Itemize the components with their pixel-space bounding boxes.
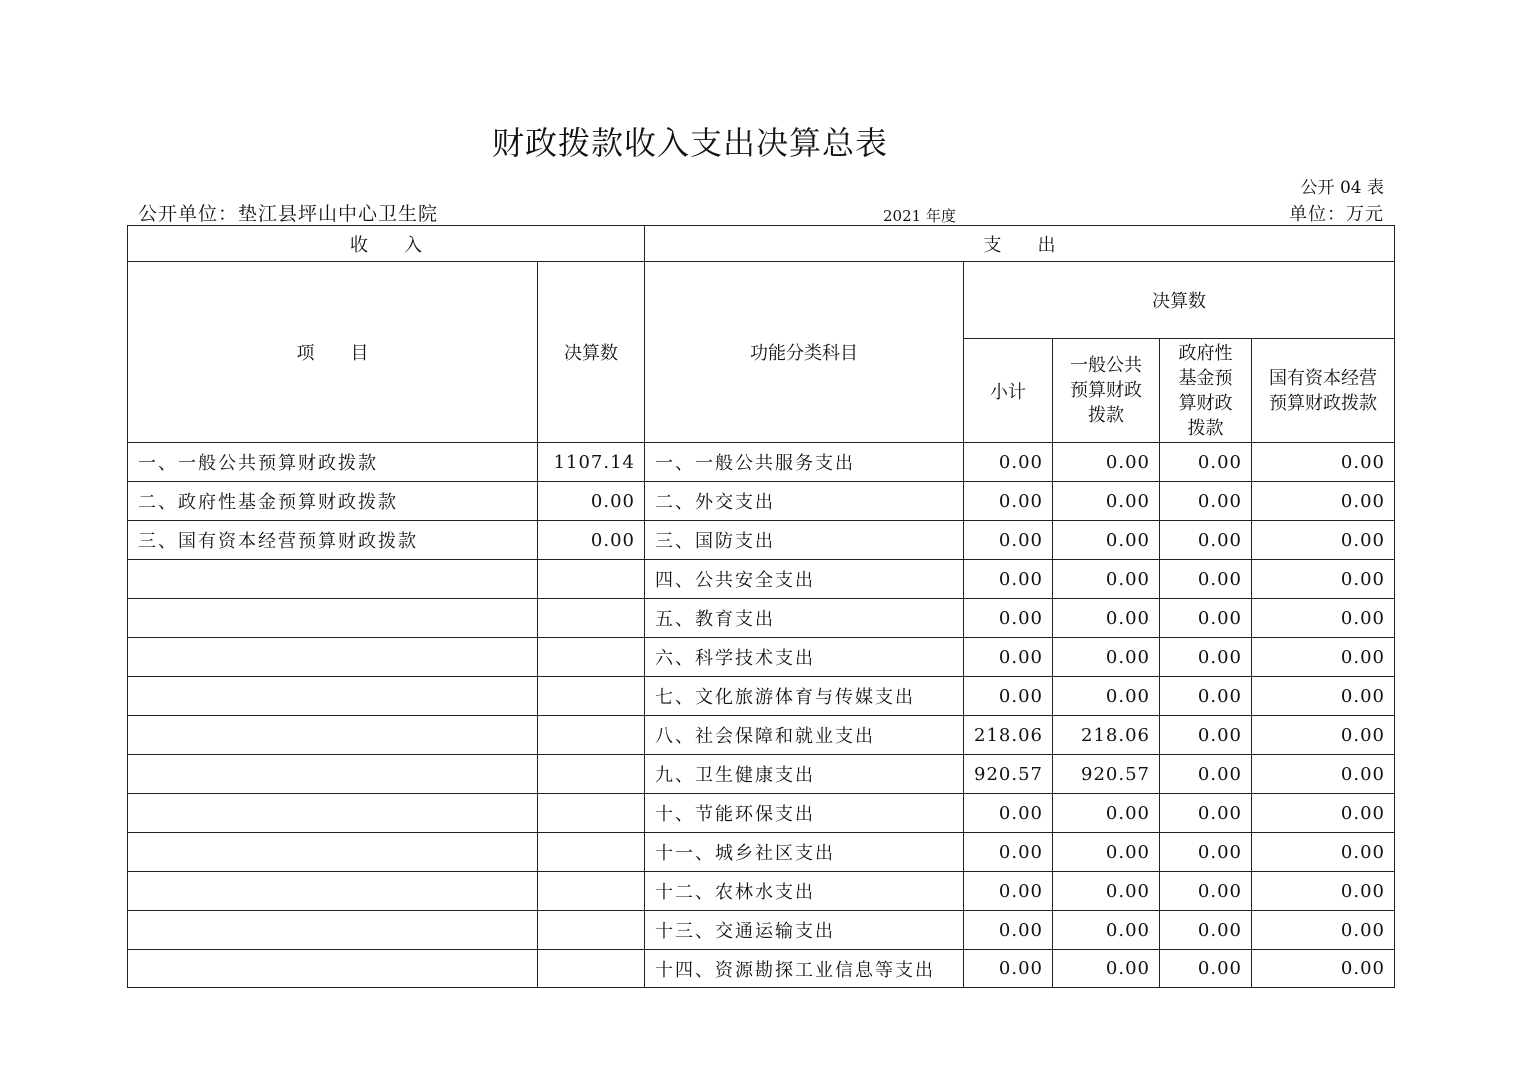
subtotal-cell: 0.00 xyxy=(964,521,1053,560)
func-category-cell: 四、公共安全支出 xyxy=(645,560,964,599)
income-amount-cell xyxy=(538,755,645,794)
state-capital-cell: 0.00 xyxy=(1252,521,1395,560)
gov-fund-cell: 0.00 xyxy=(1160,599,1252,638)
func-category-cell: 九、卫生健康支出 xyxy=(645,755,964,794)
func-category-cell: 六、科学技术支出 xyxy=(645,638,964,677)
table-row xyxy=(128,638,1395,677)
gov-fund-cell: 0.00 xyxy=(1160,755,1252,794)
state-capital-cell: 0.00 xyxy=(1252,560,1395,599)
general-budget-cell: 0.00 xyxy=(1053,872,1160,911)
func-category-header: 功能分类科目 xyxy=(645,262,964,443)
income-amount-cell xyxy=(538,833,645,872)
table-row xyxy=(128,755,1395,794)
gov-fund-cell: 0.00 xyxy=(1160,443,1252,482)
table-row xyxy=(128,950,1395,988)
income-amount-cell: 1107.14 xyxy=(538,443,645,482)
table-row xyxy=(128,794,1395,833)
subtotal-cell: 0.00 xyxy=(964,482,1053,521)
income-amount-cell: 0.00 xyxy=(538,521,645,560)
func-category-cell: 十四、资源勘探工业信息等支出 xyxy=(645,950,964,988)
table-row xyxy=(128,560,1395,599)
func-category-cell: 十一、城乡社区支出 xyxy=(645,833,964,872)
state-capital-cell: 0.00 xyxy=(1252,482,1395,521)
gov-fund-header: 政府性基金预算财政拨款 xyxy=(1160,339,1252,443)
income-amount-header: 决算数 xyxy=(538,262,645,443)
income-item-cell xyxy=(128,833,538,872)
general-budget-cell: 218.06 xyxy=(1053,716,1160,755)
general-budget-cell: 0.00 xyxy=(1053,638,1160,677)
state-capital-cell: 0.00 xyxy=(1252,872,1395,911)
header-row-1 xyxy=(128,226,1395,262)
gov-fund-cell: 0.00 xyxy=(1160,911,1252,950)
income-item-cell xyxy=(128,599,538,638)
income-item-cell xyxy=(128,716,538,755)
general-budget-cell: 0.00 xyxy=(1053,833,1160,872)
income-amount-cell xyxy=(538,638,645,677)
money-unit: 单位：万元 xyxy=(1289,204,1384,225)
general-budget-cell: 920.57 xyxy=(1053,755,1160,794)
income-item-cell xyxy=(128,755,538,794)
general-budget-cell: 0.00 xyxy=(1053,950,1160,988)
state-capital-header: 国有资本经营预算财政拨款 xyxy=(1252,339,1395,443)
income-amount-cell: 0.00 xyxy=(538,482,645,521)
settlement-header: 决算数 xyxy=(964,262,1395,339)
subtotal-cell: 0.00 xyxy=(964,599,1053,638)
state-capital-cell: 0.00 xyxy=(1252,677,1395,716)
gov-fund-cell: 0.00 xyxy=(1160,521,1252,560)
func-category-cell: 三、国防支出 xyxy=(645,521,964,560)
general-budget-cell: 0.00 xyxy=(1053,521,1160,560)
gov-fund-cell: 0.00 xyxy=(1160,872,1252,911)
subtotal-cell: 0.00 xyxy=(964,950,1053,988)
income-item-cell xyxy=(128,950,538,988)
general-budget-cell: 0.00 xyxy=(1053,482,1160,521)
gov-fund-cell: 0.00 xyxy=(1160,560,1252,599)
gov-fund-cell: 0.00 xyxy=(1160,950,1252,988)
state-capital-cell: 0.00 xyxy=(1252,443,1395,482)
income-item-cell xyxy=(128,677,538,716)
general-budget-header: 一般公共预算财政拨款 xyxy=(1053,339,1160,443)
func-category-cell: 二、外交支出 xyxy=(645,482,964,521)
income-amount-cell xyxy=(538,560,645,599)
gov-fund-cell: 0.00 xyxy=(1160,482,1252,521)
general-budget-cell: 0.00 xyxy=(1053,443,1160,482)
table-row xyxy=(128,716,1395,755)
subtotal-cell: 0.00 xyxy=(964,560,1053,599)
income-amount-cell xyxy=(538,599,645,638)
table-row xyxy=(128,677,1395,716)
item-header: 项 目 xyxy=(128,262,538,443)
general-budget-cell: 0.00 xyxy=(1053,677,1160,716)
func-category-cell: 一、一般公共服务支出 xyxy=(645,443,964,482)
table-row xyxy=(128,482,1395,521)
income-item-cell xyxy=(128,911,538,950)
income-item-cell: 二、政府性基金预算财政拨款 xyxy=(128,482,538,521)
income-header: 收 入 xyxy=(128,226,645,262)
income-amount-cell xyxy=(538,794,645,833)
subtotal-cell: 0.00 xyxy=(964,443,1053,482)
income-item-cell: 一、一般公共预算财政拨款 xyxy=(128,443,538,482)
subtotal-cell: 0.00 xyxy=(964,872,1053,911)
subtotal-cell: 218.06 xyxy=(964,716,1053,755)
table-row xyxy=(128,833,1395,872)
table-row xyxy=(128,911,1395,950)
general-budget-cell: 0.00 xyxy=(1053,560,1160,599)
header-row-2 xyxy=(128,262,1395,339)
func-category-cell: 八、社会保障和就业支出 xyxy=(645,716,964,755)
reporting-unit: 公开单位：垫江县坪山中心卫生院 xyxy=(138,203,439,225)
income-item-cell xyxy=(128,872,538,911)
func-category-cell: 十二、农林水支出 xyxy=(645,872,964,911)
fiscal-year: 2021 年度 xyxy=(883,207,956,225)
func-category-cell: 五、教育支出 xyxy=(645,599,964,638)
state-capital-cell: 0.00 xyxy=(1252,638,1395,677)
state-capital-cell: 0.00 xyxy=(1252,599,1395,638)
page-title: 财政拨款收入支出决算总表 xyxy=(491,124,888,162)
subtotal-cell: 0.00 xyxy=(964,794,1053,833)
income-item-cell xyxy=(128,560,538,599)
subtotal-header: 小计 xyxy=(964,339,1053,443)
subtotal-cell: 0.00 xyxy=(964,833,1053,872)
income-item-cell: 三、国有资本经营预算财政拨款 xyxy=(128,521,538,560)
func-category-cell: 十三、交通运输支出 xyxy=(645,911,964,950)
gov-fund-cell: 0.00 xyxy=(1160,833,1252,872)
subtotal-cell: 0.00 xyxy=(964,677,1053,716)
state-capital-cell: 0.00 xyxy=(1252,950,1395,988)
table-row xyxy=(128,443,1395,482)
income-item-cell xyxy=(128,638,538,677)
expense-header: 支 出 xyxy=(645,226,1395,262)
gov-fund-cell: 0.00 xyxy=(1160,794,1252,833)
state-capital-cell: 0.00 xyxy=(1252,755,1395,794)
gov-fund-cell: 0.00 xyxy=(1160,716,1252,755)
state-capital-cell: 0.00 xyxy=(1252,911,1395,950)
income-amount-cell xyxy=(538,677,645,716)
general-budget-cell: 0.00 xyxy=(1053,911,1160,950)
income-amount-cell xyxy=(538,872,645,911)
table-row xyxy=(128,872,1395,911)
state-capital-cell: 0.00 xyxy=(1252,833,1395,872)
general-budget-cell: 0.00 xyxy=(1053,794,1160,833)
income-item-cell xyxy=(128,794,538,833)
income-amount-cell xyxy=(538,950,645,988)
income-amount-cell xyxy=(538,716,645,755)
func-category-cell: 十、节能环保支出 xyxy=(645,794,964,833)
gov-fund-cell: 0.00 xyxy=(1160,677,1252,716)
state-capital-cell: 0.00 xyxy=(1252,794,1395,833)
subtotal-cell: 920.57 xyxy=(964,755,1053,794)
table-row xyxy=(128,599,1395,638)
func-category-cell: 七、文化旅游体育与传媒支出 xyxy=(645,677,964,716)
table-row xyxy=(128,521,1395,560)
subtotal-cell: 0.00 xyxy=(964,911,1053,950)
general-budget-cell: 0.00 xyxy=(1053,599,1160,638)
income-amount-cell xyxy=(538,911,645,950)
gov-fund-cell: 0.00 xyxy=(1160,638,1252,677)
subtotal-cell: 0.00 xyxy=(964,638,1053,677)
form-number: 公开 04 表 xyxy=(1300,178,1384,198)
state-capital-cell: 0.00 xyxy=(1252,716,1395,755)
settlement-table xyxy=(127,225,1395,988)
